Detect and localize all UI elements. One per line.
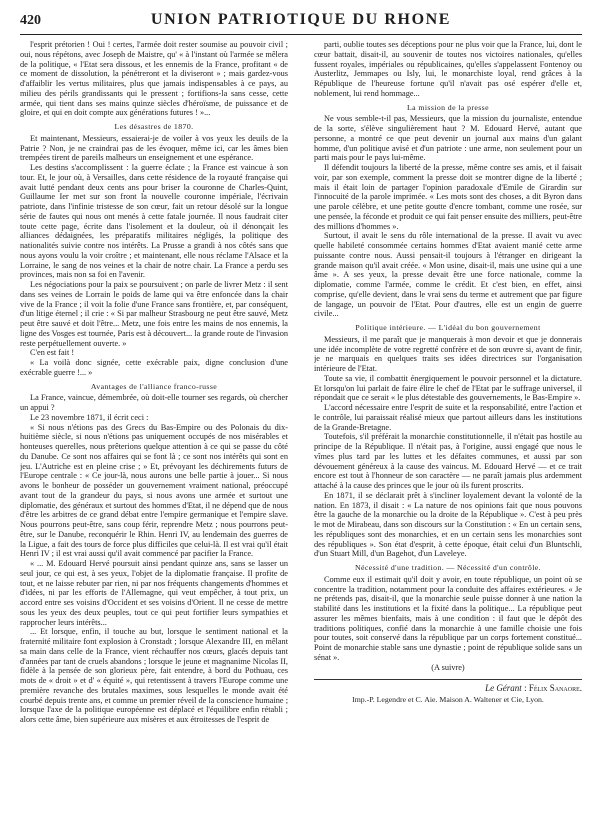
paragraph: Ne vous semble-t-il pas, Messieurs, que la mission du journaliste, entendue de la sorte, s'élève singulièrement haut ? M. Edouard Hervé, autant que personne, a montré ce que peut devenir un journal aux mains d'un galant homme, d'un politique avisé et d'un patriote : une arme, non seulement pour un parti mais pour le pays lui-même. — [314, 114, 582, 163]
paragraph: Comme eux il estimait qu'il doit y avoir, en toute république, un point où se concentre la tradition, notamment pour la conduite des affaires extérieures. « Je ne prétends pas, disait-il, que la monarchie seule puisse donner à une nation la stabilité dans les institutions et la fixité dans la politique... La république peut assurer les mêmes bienfaits, mais à une condition : il faut que le dépôt des traditions politiques, confié dans la monarchie à une famille choisie une fois pour toutes, soit conservé dans la république par un corps fortement constitué... Point de monarchie stable sans une dynastie ; point de république solide sans un sénat ». — [314, 574, 582, 662]
paragraph: Toutefois, s'il préférait la monarchie constitutionnelle, il n'était pas hostile au principe de la République. Il n'était pas, à l'origine, aussi engagé que nous le vîmes plus tard par les luttes et les défaites communes, et aussi par son dévouement généreux à la cause des vaincus. M. Edouard Hervé — et ce trait encore est tout à l'honneur de son caractère — ne paraît jamais plus ardemment attaché à la cause des princes que le jour où ils furent proscrits. — [314, 432, 582, 490]
page-number: 420 — [20, 13, 41, 28]
page-title: UNION PATRIOTIQUE DU RHONE — [150, 11, 452, 28]
page-header — [20, 8, 582, 35]
paragraph: La France, vaincue, démembrée, où doit-elle tourner ses regards, où chercher un appui ? — [20, 393, 288, 412]
paragraph: C'en est fait ! — [30, 348, 75, 358]
section-heading: Les désastres de 1870. — [114, 122, 194, 131]
manager-name: Félix Sanaore. — [528, 683, 582, 694]
paragraph: ... Et lorsque, enfin, il touche au but, lorsque le sentiment national et la fraternité militaire font explosion à Cronstadt ; lorsque Alexandre III, en mêlant sa main dans celle de la France, vient réchauffer nos cœurs, glacés depuis tant d'années par tant de cruels abandons ; lorsque le jeune et magnanime Nicolas II, fidèle à la pensée de son glorieux père, fait entendre, à bord du Pothuau, ces mots de « droit » et d' « équité », qui retentissent à travers l'Europe comme une première revanche des brutales maximes, sous lesquelles le monde avait été courbé depuis trente ans, et comme un premier réveil de la conscience humaine ; lorsque l'axe de la politique européenne est déplacé et l'équilibre enfin rétabli ; alors cette âme, bien supérieure aux misères et aux étroitesses de l'esprit de — [20, 627, 288, 724]
paragraph: parti, oublie toutes ses déceptions pour ne plus voir que la France, lui, dont le cœur battait, disait-il, au souvenir de toutes nos victoires nationales, qu'elles fussent royales, impériales ou républicaines, qu'elles s'appelassent Fontenoy ou Austerlitz, Jemmapes ou Isly, lui, le monarchiste loyal, rend grâces à la République de l'heureuse fortune qu'il n'avait pas osé espérer d'elle et, noblement, lui rend hommage... — [314, 40, 582, 98]
paragraph: Il défendit toujours la liberté de la presse, même contre ses amis, et il faisait voir, par son exemple, comment la presse doit se montrer digne de la liberté ; mais il était loin de partager l'opinion paradoxale d'Emile de Girardin sur l'innocuité de la parole imprimée. « Les mots sont des choses, a dit Byron dans une parole célèbre, et une petite goutte d'encre tombant, comme une rosée, sur une pensée, la féconde et produit ce qui fait penser ensuite des milliers, peut-être des millions d'hommes ». — [314, 163, 582, 231]
section-heading: Avantages de l'alliance franco-russe — [90, 381, 218, 391]
paragraph: Les négociations pour la paix se poursuivent ; on parle de livrer Metz : il sent dans ses veines de Lorrain le poids de lame qui va être enfoncée dans la chair vive de la France ; il voit la folie d'une France sans frontière, et, par conséquent, d'un litige éternel ; il crie : « Si par malheur Strasbourg ne peut être sauvé, Metz peut être sauvé et doit l'être... Metz, une fois entre les mains de nos ennemis, la ligne des Vosges est tournée, Paris est à découvert... la grande route de l'invasion reste perpétuellement ouverte. » — [20, 280, 288, 348]
section-heading: Nécessité d'une tradition. — Nécessité d'un contrôle. — [355, 563, 541, 572]
printer-line: Imp.-P. Legendre et C. Aie. Maison A. Waltener et Cie, Lyon. — [352, 695, 544, 704]
right-column — [314, 40, 582, 828]
paragraph: En 1871, il se déclarait prêt à s'incliner loyalement devant la volonté de la nation. En 1873, il disait : « La nature de nos opinions fait que nous pouvons être la gauche de la monarchie ou la droite de la République ». C'est à peu près le mot de Mirabeau, dans son discours sur la Constitution : « En un certain sens, les républiques sont des monarchies, et en un certain sens les monarchies sont des républiques ». Son état d'esprit, à cette époque, était celui d'un Bluntschli, d'un Stuart Mill, d'un Bagehot, d'un Laveleye. — [314, 490, 582, 559]
continued-note: (A suivre) — [431, 662, 465, 672]
manager-signature: Le Gérant : Félix Sanaore. — [485, 683, 582, 694]
paragraph: L'accord nécessaire entre l'esprit de suite et la responsabilité, entre l'action et le contrôle, lui paraissait réalisé mieux que partout ailleurs dans les institutions de la Grande-Bretagne. — [314, 403, 582, 432]
section-heading: Politique intérieure. — L'idéal du bon gouvernement — [355, 323, 541, 332]
left-column — [20, 40, 288, 828]
paragraph: « Si nous n'étions pas des Grecs du Bas-Empire ou des Polonais du dix-huitième siècle, si nous n'étions pas uniquement occupés de nos misérables et honteuses querelles, nous prêterions quelque attention à ce qui se passe du côté du Danube. Ce sont nos affaires qui se font là ; ce sont nos intérêts qui sont en jeu. L'Autriche est en pleine crise ; » Et, prévoyant les déchirements futurs de l'Europe centrale : « Ce jour-là, nous aurons une belle partie à jouer... Si nous avons le bonheur de posséder un gouvernement vraiment national, préoccupé avant tout de la grandeur du pays, si nous avons une armée et surtout une diplomatie, des généraux et surtout des hommes d'Etat, il ne dépend que de nous d'être les arbitres de ce grand débat entre l'empire germanique et l'empire slave. Nous pourrons peut-être, sans coup férir, reprendre Metz ; nous pourrons peut-être, sur le Danube, reconquérir le Rhin. Henri IV, au lendemain des guerres de la Ligue, a fait des tours de force plus difficiles que celui-là. Il est vrai qu'il était Henri IV ; il est vrai aussi qu'il avait commencé par pacifier la France. — [20, 422, 288, 559]
paragraph: Et maintenant, Messieurs, essaierai-je de voiler à vos yeux les deuils de la Patrie ? Non, je ne craindrai pas de les évoquer, même ici, car les âmes bien trempées tirent de pareils malheurs un enseignement et une espérance. — [20, 133, 288, 163]
paragraph: Le 23 novembre 1871, il écrit ceci : — [30, 412, 149, 422]
paragraph: l'esprit prétorien ! Oui ! certes, l'armée doit rester soumise au pouvoir civil ; oui, nous répétons, avec Joseph de Maistre, qu' « à l'instant où l'armée se mêlera de la politique, « l'Etat sera dissous, et les ennemis de la France, profitant « de ce moment de dissolution, la pénétreront et la diviseront » ; mais gardez-vous d'affaiblir les vertus militaires, plus que jamais indispensables à ce pays, au milieu des périls grandissants qui le pressent ; fortifions-la sans cesse, cette armée, qui tient dans ses mains quinze siècles d'héroïsme, de puissance et de gloire, et qui en doit compte aux générations futures ! »... — [20, 40, 288, 118]
paragraph: Surtout, il avait le sens du rôle international de la presse. Il avait vu avec quelle habileté consommée certains hommes d'Etat avaient manié cette arme puissante contre nous. Aussi pensait-il toujours à l'étranger en dirigeant la grande maison qu'il avait créée. « Mon usine, disait-il, mais une usine qui a une âme ». A ses yeux, la presse devait être une force nationale, comme la diplomatie, comme l'armée, comme le crédit. Et c'est bien, en effet, ainsi comprise, qu'elle devient, dans le vrai sens du terme et autrement que par figure de langage, un pouvoir de l'Etat. Pour d'autres, elle est un engin de guerre civile... — [314, 231, 582, 319]
paragraph: Toute sa vie, il combattit énergiquement le pouvoir personnel et la dictature. Et lorsqu'on lui parlait de faire élire le chef de l'Etat par le suffrage universel, il répondait que ce serait « le plus détestable des gouvernements, le Bas-Empire ». — [314, 373, 582, 403]
paragraph: Messieurs, il me paraît que je manquerais à mon devoir et que je donnerais une idée incomplète de votre regretté confrère et de son œuvre si, avant de finir, je ne marquais en quelques traits ses idées directrices sur l'organisation intérieure de l'Etat. — [314, 334, 582, 373]
manager-label: Le Gérant — [485, 683, 522, 694]
paragraph: « La voilà donc signée, cette exécrable paix, digne conclusion d'une exécrable guerre !... » — [20, 358, 288, 377]
closing-rule — [314, 679, 582, 680]
section-heading: La mission de la presse — [407, 102, 489, 112]
paragraph: « ... M. Edouard Hervé poursuit ainsi pendant quinze ans, sans se lasser un seul jour, ce qui est, à ses yeux, l'objet de la diplomatie française. Il profite de tout, et ne laisse rebuter par rien, ni par nos fréquents changements d'hommes et d'idées, ni par les efforts de l'Allemagne, qui veut empêcher, à tout prix, un accord entre ses voisins d'Occident et ses voisins d'Orient. Il ne cesse de mettre sous les yeux des deux peuples, tout ce qui peut fortifier leurs sympathies et rapprocher leurs intérêts... — [20, 559, 288, 627]
paragraph: Les destins s'accomplissent : la guerre éclate ; la France est vaincue à son tour. Et, le jour où, à Versailles, dans cette résidence de la royauté française qui avait lutté pendant deux cents ans pour briser la couronne de Charles-Quint, Guillaume Ier met sur son front la nouvelle couronne impériale, l'écrivain patriote, dans l'infinie tristesse de son cœur, fait un retour désolé sur la longue série de fautes qui nous ont menés à cette fatale journée. Il nous faudrait citer toute cette page, écrite dans l'isolement et la douleur, où il dénonçait les alliances dédaignées, les préparatifs militaires négligés, la politique des nationalités suivie contre nos intérêts. La Prusse a grandi à nos côtés sans que nous ayons voulu la voir croître ; et maintenant, elle nous réclame l'Alsace et la Lorraine, le sang de nos veines et la chair de notre chair. La France a perdu ses provinces, mais non sa foi en l'avenir. — [20, 163, 288, 280]
